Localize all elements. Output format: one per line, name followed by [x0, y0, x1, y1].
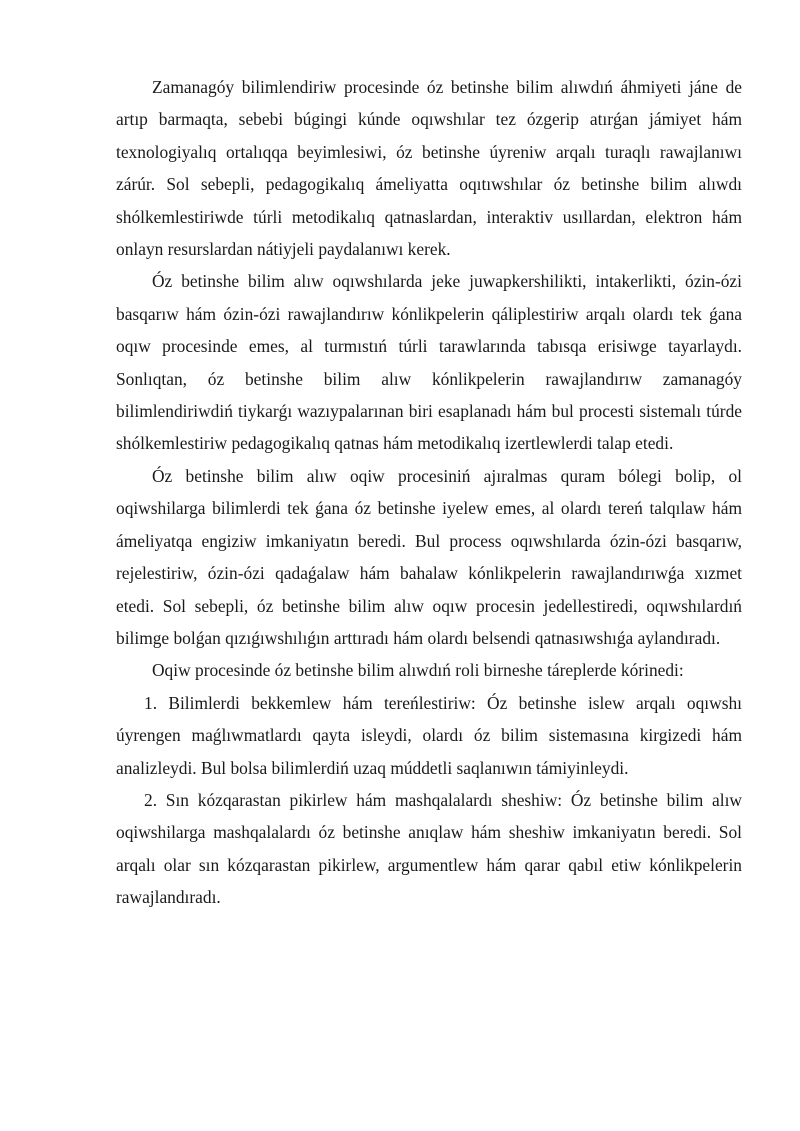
- paragraph: Óz betinshe bilim alıw oqiw procesiniń ajıralmas quram bólegi bolip, ol oqiwshilarga bilimlerdi tek ǵana óz betinshe iyelew emes, al olardı tereń talqılaw hám ámeliyatqa engiziw imkaniyatın beredi. Bul process oqıwshılarda ózin-ózi basqarıw, rejelestiriw, ózin-ózi qadaǵalaw hám bahalaw kónlikpelerin rawajlandırıwǵa xızmet etedi. Sol sebepli, óz betinshe bilim alıw oqıw procesin jedellestiredi, oqıwshılardıń bilimge bolǵan qızıǵıwshılıǵın arttıradı hám olardı belsendi qatnasıwshıǵa aylandıradı.: [116, 465, 742, 648]
- list-item: 1. Bilimlerdi bekkemlew hám tereńlestiriw: Óz betinshe islew arqalı oqıwshı úyrengen maǵlıwmatlardı qayta isleydi, olardı óz bilim sistemasına kirgizedi hám analizleydi. Bul bolsa bilimlerdiń uzaq múddetli saqlanıwın támiyinleydi.: [116, 692, 742, 778]
- list-item: 2. Sın kózqarastan pikirlew hám mashqalalardı sheshiw: Óz betinshe bilim alıw oqiwshilarga mashqalalardı óz betinshe anıqlaw hám sheshiw imkaniyatın beredi. Sol arqalı olar sın kózqarastan pikirlew, argumentlew hám qarar qabıl etiw kónlikpelerin rawajlandıradı.: [116, 789, 742, 908]
- paragraph: Oqiw procesinde óz betinshe bilim alıwdıń roli birneshe táreplerde kórinedi:: [152, 660, 684, 681]
- paragraph: Óz betinshe bilim alıw oqıwshılarda jeke juwapkershilikti, intakerlikti, ózin-ózi basqarıw hám ózin-ózi rawajlandırıw kónlikpelerin qáliplestiriw arqalı olardı tek ǵana oqıw procesinde emes, al turmıstıń túrli tarawlarında tabısqa erisiwge tayarlaydı. Sonlıqtan, óz betinshe bilim alıw kónlikpelerin rawajlandırıw zamanagóy bilimlendiriwdiń tiykarǵı wazıypalarınan biri esaplanadı hám bul procesti sistemalı túrde shólkemlestiriw pedagogikalıq qatnas hám metodikalıq izertlewlerdi talap etedi.: [116, 271, 742, 454]
- document-page: [116, 71, 742, 914]
- paragraph: Zamanagóy bilimlendiriw procesinde óz betinshe bilim alıwdıń áhmiyeti jáne de artıp barmaqta, sebebi búgingi kúnde oqıwshılar tez ózgerip atırǵan jámiyet hám texnologiyalıq ortalıqqa beyimlesiwi, óz betinshe úyreniw arqalı turaqlı rawajlanıwı zárúr. Sol sebepli, pedagogikalıq ámeliyatta oqıtıwshılar óz betinshe bilim alıwdı shólkemlestiriwde túrli metodikalıq qatnaslardan, interaktiv usıllardan, elektron hám onlayn resurslardan nátiyjeli paydalanıwı kerek.: [116, 77, 742, 260]
